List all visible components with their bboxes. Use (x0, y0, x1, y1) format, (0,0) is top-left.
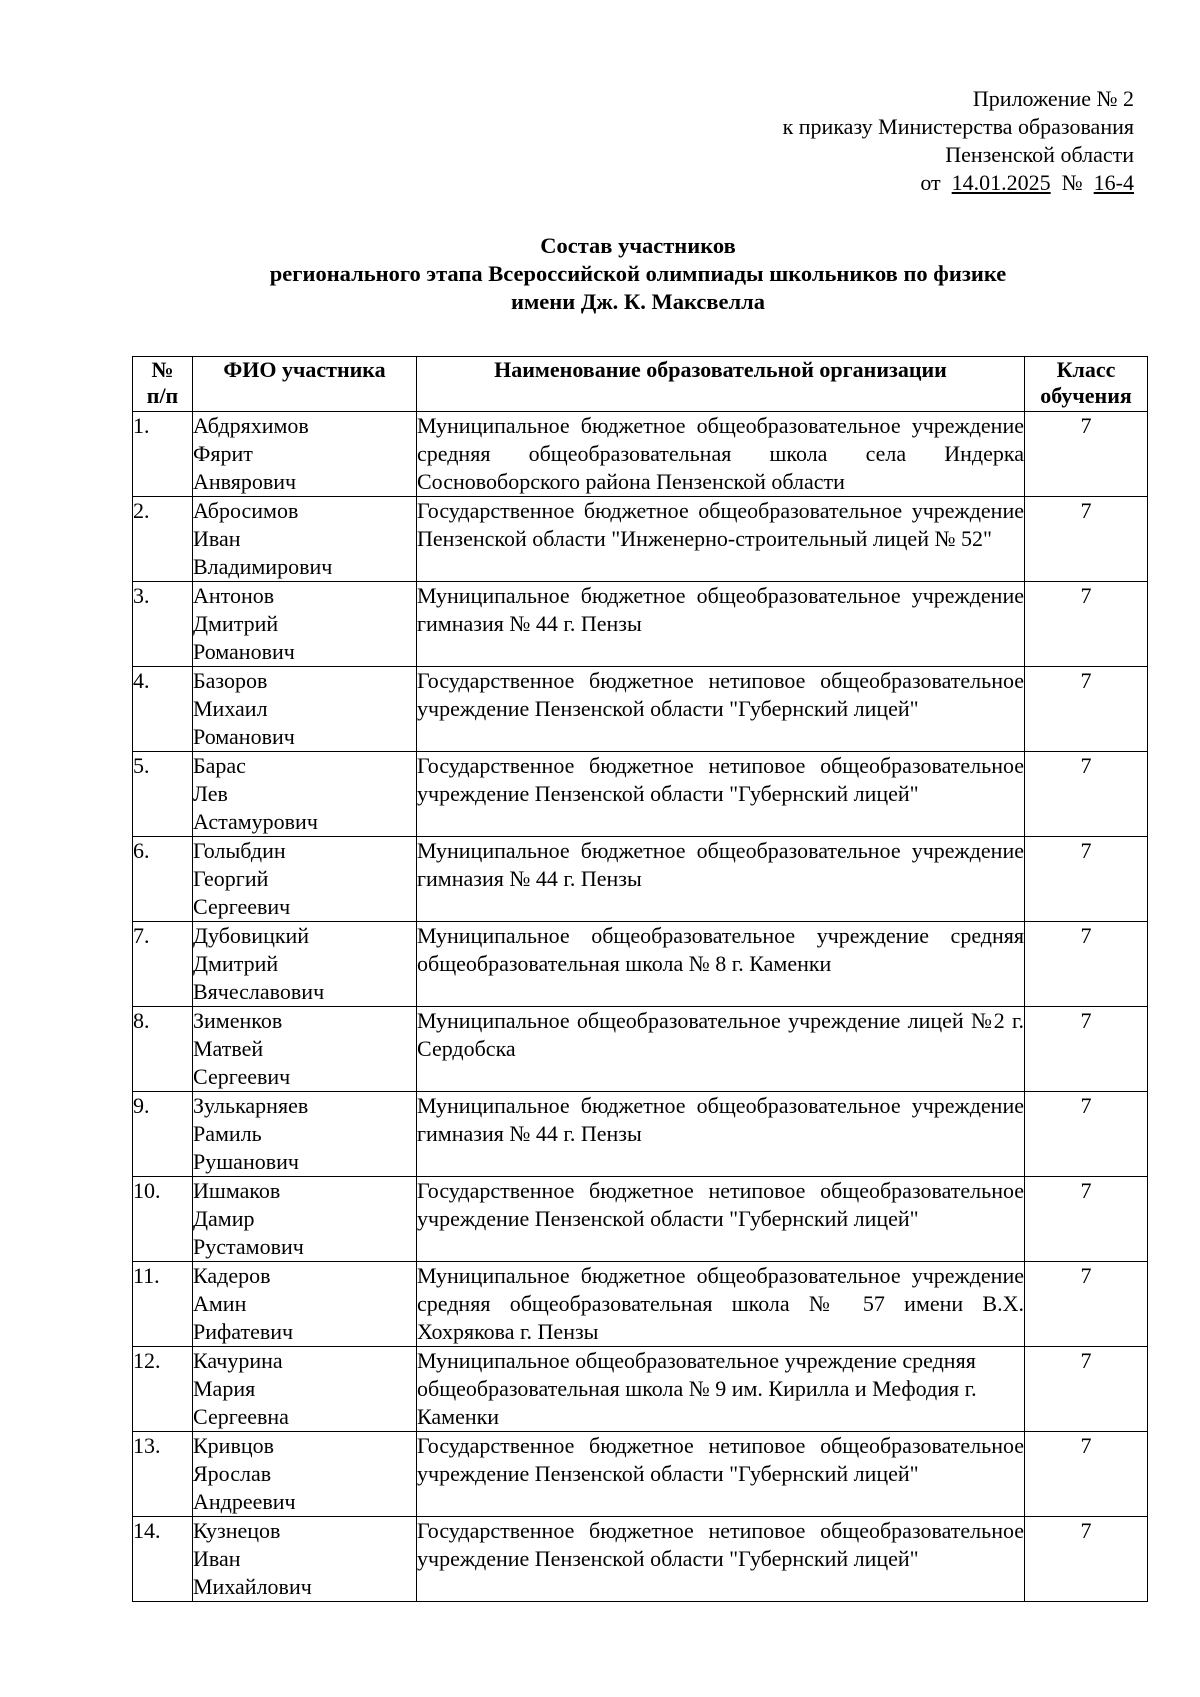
organization-name: Муниципальное общеобразовательное учреждение лицей №2 г. Сердобска (417, 1007, 1025, 1092)
participant-first-name: Лев (193, 781, 228, 806)
appendix-line-2: к приказу Министерства образования (782, 114, 1134, 139)
row-number: 12. (133, 1347, 193, 1432)
participant-first-name: Иван (193, 1546, 241, 1571)
grade-value: 7 (1025, 582, 1148, 667)
number-sign: № (1061, 170, 1083, 195)
row-number: 9. (133, 1092, 193, 1177)
participant-patronymic: Сергеевна (193, 1404, 289, 1429)
table-row (133, 582, 1148, 667)
table-row (133, 1092, 1148, 1177)
participant-surname: Антонов (193, 583, 275, 608)
table-row (133, 1347, 1148, 1432)
organization-name: Муниципальное бюджетное общеобразовательное учреждение гимназия № 44 г. Пензы (417, 582, 1025, 667)
participant-first-name: Дамир (193, 1206, 255, 1231)
participant-first-name: Дмитрий (193, 951, 279, 976)
appendix-line-1: Приложение № 2 (972, 86, 1134, 111)
header-organization: Наименование образовательной организации (417, 357, 1025, 412)
table-row (133, 667, 1148, 752)
organization-name: Муниципальное общеобразовательное учреждение средняя общеобразовательная школа № 9 им. Кирилла и Мефодия г. Каменки (417, 1347, 1025, 1432)
header-number-line-2: п/п (146, 383, 179, 408)
order-number: 16-4 (1093, 170, 1134, 195)
appendix-date-line (783, 169, 1134, 197)
row-number: 4. (133, 667, 193, 752)
document-title (130, 232, 1146, 316)
organization-name: Муниципальное бюджетное общеобразовательное учреждение гимназия № 44 г. Пензы (417, 837, 1025, 922)
participant-patronymic: Рушанович (193, 1149, 299, 1174)
participant-first-name: Ярослав (193, 1461, 272, 1486)
participant-patronymic: Вячеславович (193, 979, 325, 1004)
participant-first-name: Амин (193, 1291, 247, 1316)
participant-patronymic: Романович (193, 724, 295, 749)
title-line-3: имени Дж. К. Максвелла (511, 289, 765, 314)
participant-name (193, 1092, 417, 1177)
participant-patronymic: Астамурович (193, 809, 318, 834)
row-number: 5. (133, 752, 193, 837)
participant-name (193, 1517, 417, 1602)
participant-patronymic: Анвярович (193, 469, 297, 494)
organization-name: Государственное бюджетное нетиповое общеобразовательное учреждение Пензенской области "Губернский лицей" (417, 752, 1025, 837)
organization-name: Муниципальное общеобразовательное учреждение средняя общеобразовательная школа № 8 г. Каменки (417, 922, 1025, 1007)
participant-patronymic: Андреевич (193, 1489, 296, 1514)
participant-first-name: Дмитрий (193, 611, 279, 636)
table-row (133, 1007, 1148, 1092)
participant-patronymic: Владимирович (193, 554, 333, 579)
organization-name: Муниципальное бюджетное общеобразовательное учреждение средняя общеобразовательная школа № 57 имени В.Х. Хохрякова г. Пензы (417, 1262, 1025, 1347)
participant-name (193, 837, 417, 922)
table-row (133, 1432, 1148, 1517)
grade-value: 7 (1025, 1177, 1148, 1262)
participant-surname: Качурина (193, 1348, 283, 1373)
appendix-header (783, 85, 1134, 197)
participant-name (193, 667, 417, 752)
participant-patronymic: Романович (193, 639, 295, 664)
table-row (133, 1177, 1148, 1262)
row-number: 11. (133, 1262, 193, 1347)
participant-first-name: Михаил (193, 696, 268, 721)
header-grade (1025, 357, 1148, 412)
table-row (133, 1262, 1148, 1347)
participant-name (193, 582, 417, 667)
participant-surname: Зименков (193, 1008, 283, 1033)
participant-surname: Дубовицкий (193, 923, 310, 948)
participant-surname: Базоров (193, 668, 268, 693)
organization-name: Государственное бюджетное нетиповое общеобразовательное учреждение Пензенской области "Губернский лицей" (417, 1517, 1025, 1602)
row-number: 6. (133, 837, 193, 922)
participant-name (193, 1177, 417, 1262)
participant-surname: Зулькарняев (193, 1093, 309, 1118)
participant-name (193, 412, 417, 497)
participant-surname: Голыбдин (193, 838, 286, 863)
grade-value: 7 (1025, 667, 1148, 752)
header-grade-line-1: Класс (1056, 357, 1116, 382)
grade-value: 7 (1025, 1007, 1148, 1092)
participant-name (193, 1432, 417, 1517)
participant-surname: Ишмаков (193, 1178, 281, 1203)
participant-surname: Кузнецов (193, 1518, 281, 1543)
grade-value: 7 (1025, 752, 1148, 837)
grade-value: 7 (1025, 1432, 1148, 1517)
grade-value: 7 (1025, 1092, 1148, 1177)
participant-name (193, 497, 417, 582)
header-number-line-1: № (151, 357, 174, 382)
participant-surname: Абдряхимов (193, 413, 309, 438)
participant-first-name: Иван (193, 526, 241, 551)
participant-patronymic: Сергеевич (193, 894, 291, 919)
organization-name: Муниципальное бюджетное общеобразовательное учреждение средняя общеобразовательная школа села Индерка Сосновоборского района Пензенской области (417, 412, 1025, 497)
participant-surname: Кривцов (193, 1433, 274, 1458)
row-number: 13. (133, 1432, 193, 1517)
table-row (133, 837, 1148, 922)
participant-surname: Абросимов (193, 498, 299, 523)
table-row (133, 752, 1148, 837)
participant-first-name: Фярит (193, 441, 253, 466)
participant-patronymic: Михайлович (193, 1574, 312, 1599)
grade-value: 7 (1025, 1517, 1148, 1602)
row-number: 8. (133, 1007, 193, 1092)
table-row (133, 497, 1148, 582)
grade-value: 7 (1025, 837, 1148, 922)
organization-name: Государственное бюджетное нетиповое общеобразовательное учреждение Пензенской области "Губернский лицей" (417, 1432, 1025, 1517)
participant-name (193, 1262, 417, 1347)
table-row (133, 1517, 1148, 1602)
grade-value: 7 (1025, 497, 1148, 582)
grade-value: 7 (1025, 922, 1148, 1007)
participant-name (193, 752, 417, 837)
row-number: 7. (133, 922, 193, 1007)
participant-name (193, 922, 417, 1007)
organization-name: Государственное бюджетное нетиповое общеобразовательное учреждение Пензенской области "Губернский лицей" (417, 667, 1025, 752)
title-line-1: Состав участников (540, 233, 736, 258)
participant-name (193, 1347, 417, 1432)
row-number: 10. (133, 1177, 193, 1262)
organization-name: Государственное бюджетное общеобразовательное учреждение Пензенской области "Инженерно-строительный лицей № 52" (417, 497, 1025, 582)
appendix-line-3: Пензенской области (945, 142, 1134, 167)
grade-value: 7 (1025, 1262, 1148, 1347)
grade-value: 7 (1025, 1347, 1148, 1432)
participant-first-name: Рамиль (193, 1121, 262, 1146)
date-prefix: от (920, 170, 941, 195)
row-number: 3. (133, 582, 193, 667)
table-row (133, 412, 1148, 497)
grade-value: 7 (1025, 412, 1148, 497)
participant-first-name: Мария (193, 1376, 256, 1401)
organization-name: Муниципальное бюджетное общеобразовательное учреждение гимназия № 44 г. Пензы (417, 1092, 1025, 1177)
participant-surname: Барас (193, 753, 246, 778)
order-date: 14.01.2025 (951, 170, 1051, 195)
participant-patronymic: Рустамович (193, 1234, 304, 1259)
participant-first-name: Матвей (193, 1036, 264, 1061)
participants-table (132, 356, 1148, 1602)
header-number (133, 357, 193, 412)
row-number: 14. (133, 1517, 193, 1602)
table-header-row (133, 357, 1148, 412)
table-row (133, 922, 1148, 1007)
row-number: 1. (133, 412, 193, 497)
organization-name: Государственное бюджетное нетиповое общеобразовательное учреждение Пензенской области "Губернский лицей" (417, 1177, 1025, 1262)
participant-surname: Кадеров (193, 1263, 271, 1288)
row-number: 2. (133, 497, 193, 582)
participant-patronymic: Рифатевич (193, 1319, 294, 1344)
header-grade-line-2: обучения (1040, 383, 1132, 408)
participant-first-name: Георгий (193, 866, 269, 891)
title-line-2: регионального этапа Всероссийской олимпиады школьников по физике (269, 261, 1007, 286)
participant-patronymic: Сергеевич (193, 1064, 291, 1089)
header-name: ФИО участника (193, 357, 417, 412)
participant-name (193, 1007, 417, 1092)
